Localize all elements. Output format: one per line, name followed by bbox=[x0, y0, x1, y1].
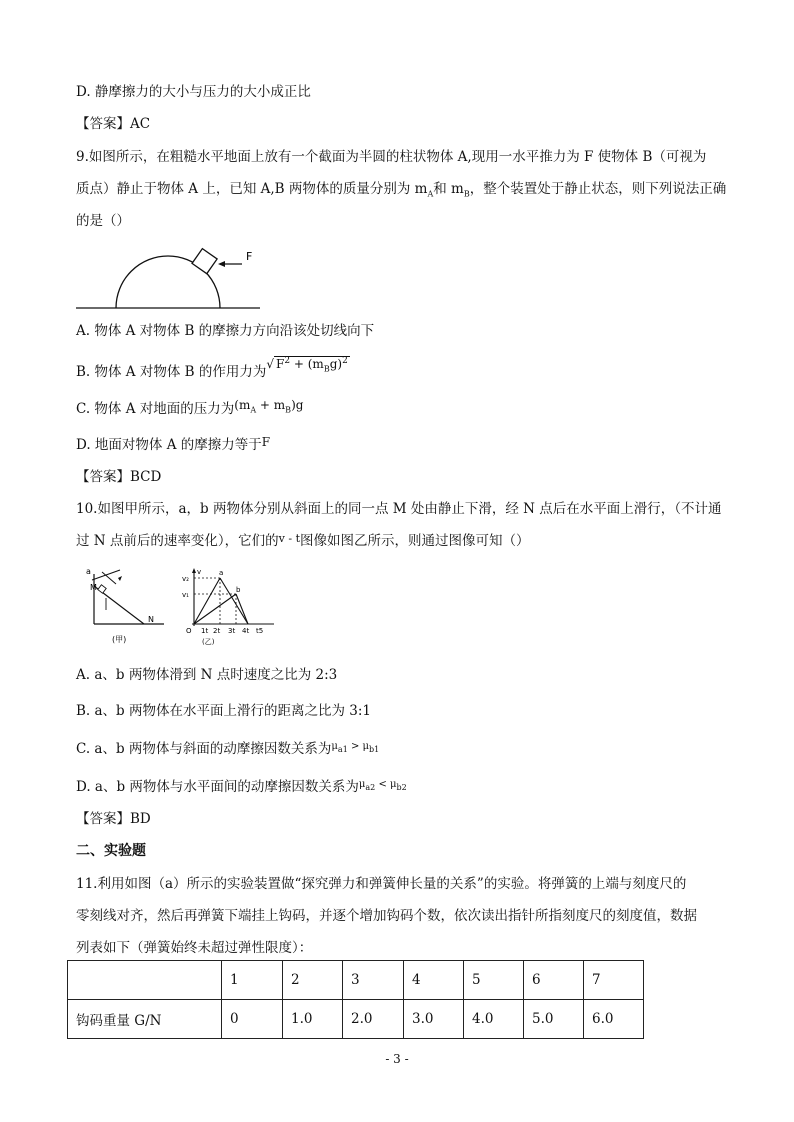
label-yi: (乙) bbox=[202, 638, 215, 646]
q11-stem-line3: 列表如下（弹簧始终未超过弹性限度）： bbox=[76, 940, 313, 956]
q9-stem-line1: 9.如图所示，在粗糙水平地面上放有一个截面为半圆的柱状物体 A,现用一水平推力为 F 使物体 B（可视为 bbox=[76, 149, 707, 165]
table-cell: 4 bbox=[404, 961, 464, 1000]
tick-t2: 2t bbox=[213, 627, 221, 635]
q8-option-d: D. 静摩擦力的大小与压力的大小成正比 bbox=[76, 84, 311, 100]
label-origin: O bbox=[186, 627, 192, 635]
table-cell: 2.0 bbox=[343, 1000, 404, 1039]
table-cell: 2 bbox=[283, 961, 343, 1000]
table-cell: 7 bbox=[584, 961, 644, 1000]
table-cell: 6.0 bbox=[584, 1000, 644, 1039]
label-n: N bbox=[148, 615, 154, 624]
q9-option-b-math: √ $F^2 + (m_Bg)^2$ bbox=[266, 356, 348, 374]
page-number: - 3 - bbox=[385, 1052, 409, 1066]
force-label: F bbox=[246, 250, 253, 263]
q9-answer: 【答案】BCD bbox=[76, 469, 162, 485]
table-cell bbox=[68, 961, 222, 1000]
q9-stem-line2-mid: 和 m bbox=[433, 181, 464, 197]
q9-figure bbox=[74, 240, 294, 320]
table-cell: 3 bbox=[343, 961, 404, 1000]
q10-stem-line2 bbox=[76, 532, 530, 551]
tick-t4: 4t bbox=[242, 627, 250, 635]
table-cell: 0 bbox=[222, 1000, 283, 1039]
label-v1: v₁ bbox=[182, 591, 189, 599]
m-b-subscript: B bbox=[463, 189, 470, 199]
q9-option-d-math: F bbox=[261, 435, 271, 449]
section-title: 二、实验题 bbox=[76, 843, 146, 859]
tick-t5: t5 bbox=[256, 627, 264, 635]
q9-stem-line2 bbox=[76, 180, 726, 204]
q10-vt-math: v - t bbox=[278, 532, 301, 545]
q10-option-c-math: μa1 > μb1 bbox=[331, 741, 380, 754]
q11-stem-line2: 零刻线对齐，然后再弹簧下端挂上钩码，并逐个增加钩码个数，依次读出指针所指刻度尺的刻度值，数据 bbox=[76, 908, 697, 924]
label-a-graph: a bbox=[219, 569, 224, 577]
label-v2: v₂ bbox=[182, 575, 189, 583]
q10-option-d bbox=[76, 778, 407, 801]
q10-stem-line2-a: 过 N 点前后的速率变化），它们的 bbox=[76, 533, 279, 549]
q9-option-c-text: C. 物体 A 对地面的压力为 bbox=[76, 401, 235, 417]
table-cell: 3.0 bbox=[404, 1000, 464, 1039]
incline-figure bbox=[86, 567, 164, 644]
q9-stem-line3: 的是（） bbox=[76, 213, 130, 229]
table-cell: 钩码重量 G/N bbox=[68, 1000, 222, 1039]
q10-answer: 【答案】BD bbox=[76, 811, 151, 827]
table-cell: 1.0 bbox=[283, 1000, 343, 1039]
q9-option-a: A. 物体 A 对物体 B 的摩擦力方向沿该处切线向下 bbox=[76, 323, 375, 339]
label-a-incline: a bbox=[86, 567, 91, 576]
vt-graph bbox=[182, 568, 274, 646]
q9-option-d-text: D. 地面对物体 A 的摩擦力等于 bbox=[76, 437, 262, 453]
label-v: v bbox=[197, 568, 202, 576]
label-b-graph: b bbox=[236, 586, 241, 594]
q9-option-c-math: $(m_A + m_B)g$ bbox=[234, 398, 304, 415]
table-cell: 5.0 bbox=[524, 1000, 584, 1039]
tick-t3: 3t bbox=[228, 627, 236, 635]
q10-option-b: B. a、b 两物体在水平面上滑行的距离之比为 3:1 bbox=[76, 703, 372, 719]
table-cell: 5 bbox=[464, 961, 524, 1000]
arrow-head bbox=[218, 261, 225, 267]
label-m: M bbox=[90, 583, 97, 592]
q9-option-b-text: B. 物体 A 对物体 B 的作用力为 bbox=[76, 364, 267, 380]
q10-stem-line1: 10.如图甲所示，a，b 两物体分别从斜面上的同一点 M 处由静止下滑，经 N 点后在水平面上滑行，（不计通 bbox=[76, 501, 722, 517]
q9-stem-line2-start: 质点）静止于物体 A 上，已知 A,B 两物体的质量分别为 m bbox=[76, 181, 428, 197]
q11-stem-line1: 11.利用如图（a）所示的实验装置做“探究弹力和弹簧伸长量的关系”的实验。将弹簧的上端与刻度尺的 bbox=[76, 876, 687, 892]
q10-option-a: A. a、b 两物体滑到 N 点时速度之比为 2:3 bbox=[76, 667, 338, 683]
q9-option-d bbox=[76, 436, 270, 454]
q10-figure bbox=[82, 566, 282, 646]
tick-t1: 1t bbox=[201, 627, 209, 635]
table-cell: 4.0 bbox=[464, 1000, 524, 1039]
block-b bbox=[192, 249, 217, 274]
q9-option-c bbox=[76, 400, 303, 423]
table-cell: 1 bbox=[222, 961, 283, 1000]
q9-option-b bbox=[76, 356, 350, 386]
q10-option-d-math: μa2 < μb2 bbox=[358, 779, 407, 792]
table-cell: 6 bbox=[524, 961, 584, 1000]
label-jia: (甲) bbox=[112, 635, 127, 644]
q11-data-table bbox=[67, 960, 644, 1039]
q10-option-c bbox=[76, 740, 379, 763]
q9-stem-line2-end: ，整个装置处于静止状态，则下列说法正确 bbox=[469, 181, 727, 197]
table-row bbox=[68, 1000, 644, 1039]
q10-stem-line2-b: 图像如图乙所示，则通过图像可知（） bbox=[300, 533, 530, 549]
table-header-row bbox=[68, 961, 644, 1000]
q10-option-d-text: D. a、b 两物体与水平面间的动摩擦因数关系为 bbox=[76, 779, 359, 795]
q10-option-c-text: C. a、b 两物体与斜面的动摩擦因数关系为 bbox=[76, 741, 332, 757]
m-a-subscript: A bbox=[427, 189, 434, 199]
q8-answer: 【答案】AC bbox=[76, 116, 151, 132]
